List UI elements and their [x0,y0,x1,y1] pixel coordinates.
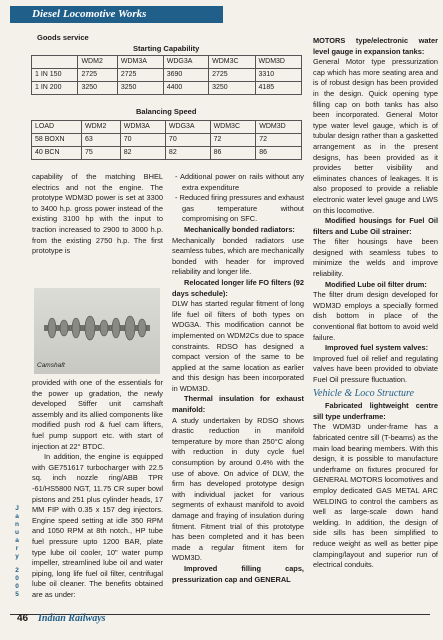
table-cell: 70 [120,134,165,147]
table-cell: WDM3A [117,56,163,69]
subheading: Fabricated lightweight centre sill type underframe: [313,401,438,421]
balancing-speed-table [31,120,302,160]
subheading: Modified housings for Fuel Oil filters and Lube Oil strainer: [313,216,438,236]
table-cell: 2725 [78,69,117,82]
table-row [32,147,302,160]
table-cell: 70 [165,134,210,147]
running-title: Diesel Locomotive Works [32,8,147,20]
date-char: y [15,553,19,560]
camshaft-illustration [44,314,150,342]
subheading: Thermal insulation for exhaust manifold: [172,394,304,415]
subheading: MOTORS type/electronic water level gauge in expansion tanks: [313,36,438,56]
table-cell: 1 IN 200 [32,82,78,95]
table-cell: 86 [210,147,256,160]
bullet-text: Additional power on rails without any extra expenditure [179,172,304,192]
subheading: Improved filling caps, pressurization cap and GENERAL [172,563,304,584]
date-char: 0 [15,583,19,590]
table-cell: 3690 [163,69,208,82]
table-cell: 3250 [117,82,163,95]
table-cell: 4185 [255,82,301,95]
date-char: 0 [15,575,19,582]
table-cell: 3250 [78,82,117,95]
subheading: Improved fuel system valves: [325,343,429,353]
date-char: n [15,521,19,528]
table-cell: 86 [256,147,302,160]
table-cell: 72 [210,134,256,147]
table-cell: 4400 [163,82,208,95]
bullet-item: - Reduced firing pressures and exhaust gas temperature without compromising on SFC. [175,193,304,224]
table-cell: WDG3A [165,121,210,134]
column-1-top [32,172,163,257]
table-cell: 1 IN 150 [32,69,78,82]
table-cell: LOAD [32,121,82,134]
table-cell: WDM3D [255,56,301,69]
date-char: J [15,505,19,512]
table-cell: WDM3A [120,121,165,134]
bullet-item: - Additional power on rails without any extra expenditure [175,172,304,192]
table-cell: 63 [81,134,120,147]
table-cell: WDG3A [163,56,208,69]
page-number: 46 [17,613,29,624]
table-cell: 2725 [209,69,255,82]
date-char: a [15,537,19,544]
body-paragraph: DLW has started regular fitment of long life fuel oil filters of both types on WDG3A. This modification cannot be implemented on WDM2Cs due to space constraints. RDSO has designed a compact version of the same to be applied at the same location as earlier and this design has been incorporated in WDM3D. [172,299,304,393]
table-cell: 82 [165,147,210,160]
date-char: 5 [15,591,19,598]
subheading: Modified Lube oil filter drum: [325,279,427,289]
table-row [32,82,302,95]
body-paragraph: General Motor type pressurization cap which has more seating area and is of robust design has been provided in the design. Quick opening type filling cap on both tanks has also been incorporated. General Motor type water level gauge, which is of tubular design rather than a gasketted arrangement as in the present designs, has been provided as it provides better visibility and eliminates chances of leakages. It is also proposed to provide a reliable electronic water level gauge and LWS on this locomotive. [313,57,438,215]
table-cell: WDM2 [81,121,120,134]
date-char: r [15,545,19,552]
section-heading: Vehicle & Loco Structure [313,387,414,399]
table-cell: 2725 [117,69,163,82]
vertical-issue-date [13,505,21,599]
starting-capability-table [31,55,302,95]
column-3 [313,36,438,571]
table-cell: WDM3C [210,121,256,134]
table-cell: 72 [256,134,302,147]
body-paragraph: The WDM3D under-frame has a fabricated centre sill (T-beams) as the main load bearing members. With this design, it is possible to manufacture underframe on fixtures procured for GENERAL MOTORS locomotives and employ dedicated GAS METAL ARC WELDING to control the cambers as well as large-scale down hand welding. In addition, the design of side sills has been simplified to reduce weight as well as better pipe clamping/layout and superior run of electrical conduits. [313,422,438,570]
date-char: a [15,513,19,520]
table-row [32,134,302,147]
balancing-speed-title: Balancing Speed [136,107,197,116]
publication-title: Indian Railways [38,613,106,624]
date-char: u [15,529,19,536]
body-paragraph: In addition, the engine is equipped with GE751617 turbocharger with 22.5 sq. inch nozzle ring/ABB TPR -61/HS5800 NGT, 11.75 CR super bowl pistons and 251 plus cylinder heads, 17 MM FIP with 0.35 x 157 deg injectors. Engine speed setting at idle 350 RPM and 1050 RPM at 8th notch., HP tube fuel pressure upto 1200 BAR, plate type lube oil cooler, 10" water pump impeller, streamlined lube oil and water piping, long life fuel oil filter, centrifugal lube oil cleaner. The benefits obtained are as under: [32,452,163,599]
table-cell: 75 [81,147,120,160]
body-paragraph: Improved fuel oil relief and regulating valves have been provided to obviate Fuel Oil pressure fluctuation. [313,353,438,384]
table-cell: 58 BOXN [32,134,82,147]
table-cell: 3250 [209,82,255,95]
body-paragraph: A study undertaken by RDSO shows drastic reduction in manifold temperature by more than 250°C along with reduction in duty cycle fuel consumption by around 0.4% with the use of above. On advice of DLW, the firm has developed prototype design with individual jacket for various segments of exhaust manifold to avoid damage and fraying of insulation during fitment. Fitment trial of this prototype has been completed and it has been made a regular fitment item for WDM3D. [172,415,304,563]
table-cell: 3310 [255,69,301,82]
subheading: Mechanically bonded radiators: [184,224,295,234]
table-header-row [32,56,302,69]
table-row [32,69,302,82]
column-2 [172,172,304,585]
table-cell [32,56,78,69]
table-header-row [32,121,302,134]
column-1-bottom [32,378,163,600]
starting-capability-title: Starting Capability [133,44,200,53]
table-cell: WDM3D [256,121,302,134]
goods-service-title: Goods service [37,33,89,42]
subheading: Relocated longer life FO filters (92 days schedule): [172,277,304,298]
body-paragraph: The filter drum design developed for WDM3D employs a specially formed dish bottom in place of the conventional flat bottom to avoid weld failure. [313,290,438,342]
image-caption: Camshaft [37,362,65,369]
bullet-text: Reduced firing pressures and exhaust gas temperature without compromising on SFC. [179,193,304,224]
camshaft-photo [34,288,160,374]
table-cell: 40 BCN [32,147,82,160]
body-paragraph: Mechanically bonded radiators use seamless tubes, which are mechanically bonded with header for improved reliability and longer life. [172,235,304,277]
body-paragraph: capability of the matching BHEL electrics and not the engine. The prototype WDM3D power is set at 3300 to 3400 h.p. gross power instead of the existing 3100 hp with the input to traction increased to 2900 to 3000 h.p. from the existing 2750 h.p. The first prototype is [32,172,163,256]
table-cell: WDM2 [78,56,117,69]
date-char: 2 [15,567,19,574]
running-header [10,6,223,23]
body-paragraph: The filter housings have been designed with seamless tubes to minimize the welds and improve reliability. [313,237,438,279]
table-cell: WDM3C [209,56,255,69]
table-cell: 82 [120,147,165,160]
body-paragraph: provided with one of the essentials for the power up gradation, the newly developed Stiffer unit camshaft assembly and its allied components like modified push rod & fuel cam lifters, fuel pump support etc. with start of injection at 22° BTDC. [32,378,163,451]
